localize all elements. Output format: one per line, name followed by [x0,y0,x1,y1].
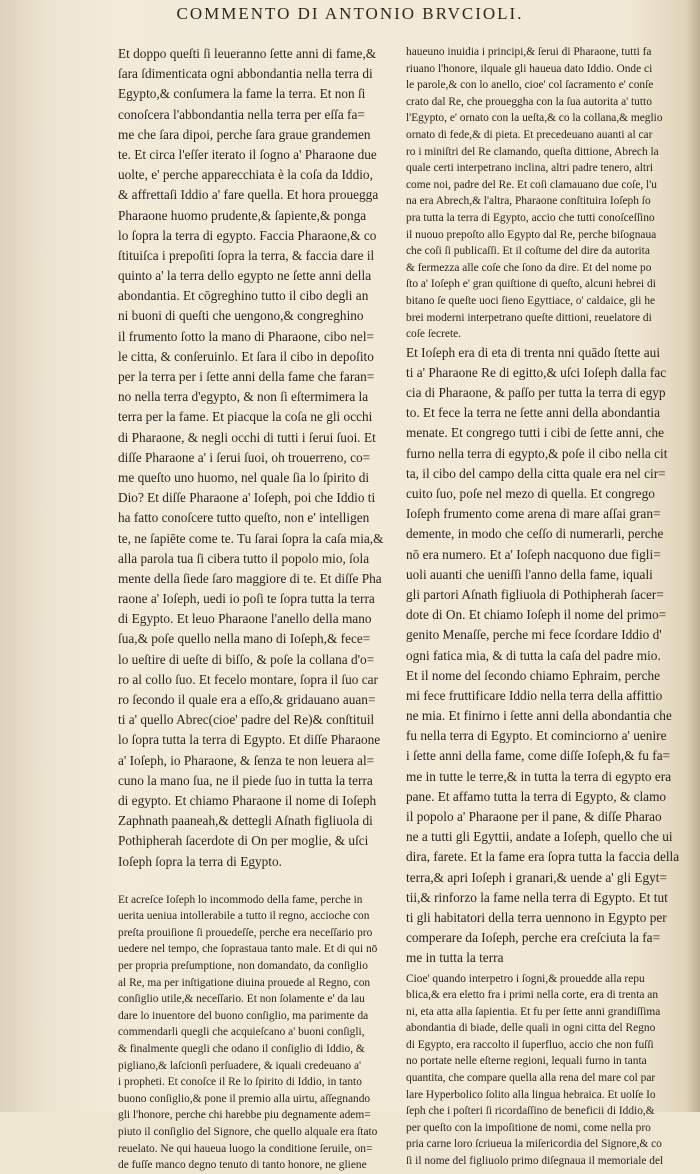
text-line: Et il nome del ſecondo chiamo Ephraim, perche [406,667,661,683]
text-line: conoſcera l'abbondantia nella terra per eſſa fa= [118,106,365,122]
text-line: cuito ſuo, poſe nel mezo di quella. Et congrego [406,486,655,501]
text-line: & affrettaſi Iddio a' fare quella. Et hora prouegga [118,187,379,203]
text-line: quantita, che compare quella alla rena del mare col par [406,1072,656,1085]
text-line: na era Abrech,& l'altra, Pharaone conſtituira Ioſeph ſo [406,195,651,208]
text-line: coſe ſecrete. [406,328,462,341]
text-line: Pothipherah ſacerdote di On per moglie, & uſci [118,833,369,849]
text-line: Cioe' quando interpetro i ſogni,& prouedde alla repu [406,972,645,985]
text-line: ti gli habitatori della terra uennono in Egypto per [406,909,667,925]
text-line: bitano ſe queſte uoci ſieno Egyttiace, o' caldaice, gli he [406,294,656,307]
text-line: me in tutte le terre,& in tutta la terra di egypto era [406,768,672,784]
text-line: ni buoni di queſti che uengono,& congreghino [118,308,364,324]
text-line: abondantia. Et cōgreghino tutto il cibo degli an [118,288,369,304]
text-line: me in tutta la terra [406,950,504,966]
text-line: blica,& era eletto fra i primi nella corte, era di trenta an [406,989,659,1002]
page-edge-shadow [686,0,700,1112]
text-line: uoli auanti che ueniſſi l'anno della fame, iquali [406,566,653,582]
text-line: pria carne loro ſcriueua la miſericordia del Signore,& co [406,1138,662,1151]
text-line: piuto il conſiglio del Signore, che quello alquale era ſtato [118,1126,378,1138]
text-line: ſua,& poſe quello nella mano di Ioſeph,& fece= [118,631,371,647]
text-line: uolte, e' perche apparecchiata è la coſa da Iddio, [118,167,373,183]
text-line: l'Egypto, e' ornato con la ueſta,& co la collana,& meglio [406,112,663,125]
text-line: riuano l'honore, ilquale gli haueua dato Iddio. Onde ci [406,62,653,75]
text-line: pra tutta la terra di Egypto, accio che tutti conoſceſſino [406,211,655,224]
text-line: uedere nel tempo, che ſoprastaua tanto male. Et di qui nō [118,943,378,956]
text-line: Egypto,& conſumera la fame la terra. Et non ſi [118,86,366,102]
text-line: mente della ſiede ſaro maggiore di te. Et diſſe Pha [118,570,382,586]
text-line: ſtituiſca i prepoſiti ſopra la terra, & faccia dare il [118,247,375,263]
text-line: quale certi interpetrano inclina, altri padre tenero, altri [406,162,653,175]
text-line: dote di On. Et chiamo Ioſeph il nome del primo= [406,607,667,623]
text-line: pigliano,& laſcionſi perſuadere, & iquali credeuano a' [118,1059,362,1072]
text-line: haueuno inuidia i principi,& ſerui di Pharaone, tutti fa [406,46,652,58]
text-line: genito Menaſſe, perche mi fece ſcordare Iddio d' [406,627,662,643]
text-line: abondantia di biade, delle quali in ogni citta del Regno [406,1022,656,1035]
right-main-text [406,343,686,969]
text-line: buono conſiglio,& pone il premio alla uirtu, aſſegnando [118,1092,371,1105]
text-line: Dio? Et diſſe Pharaone a' Ioſeph, poi che Iddio ti [118,490,376,506]
text-line: no nella terra d'egypto, & non ſi eſtermimera la [118,389,369,405]
text-line: & fermezza alle coſe che ſono da dire. Et del nome po [406,261,652,274]
text-line: uerita ueniua intollerabile a tutto il regno, accioche con [118,910,370,923]
text-line: i propheti. Et conoſce il Re lo ſpirito di Iddio, in tanto [118,1076,362,1089]
text-line: le citta, & conſeruinlo. Et ſara il cibo in depoſito [118,348,374,364]
text-line: ne mia. Et finirno i ſette anni della abondantia che [406,708,672,724]
text-line: menate. Et congrego tutti i cibi de ſette anni, che [406,425,665,441]
text-line: ro ſecondo il quale era a eſſo,& gridauano auan= [118,692,376,707]
text-line: ni, eta atta alla ſapientia. Et fu per ſette anni grandiſſima [406,1005,661,1018]
text-line: to. Et fece la terra ne ſette anni della abondantia [406,405,660,421]
text-line: di egypto. Et chiamo Pharaone il nome di Ioſeph [118,792,377,808]
right-column [406,44,686,1170]
text-line: crato dal Re, che proueggha con la ſua autorita a' tutto [406,95,652,108]
text-line: ſto a' Ioſeph e' gran quiſtione di queſto, alcuni hebrei di [406,278,656,291]
text-line: i ſette anni della fame, come diſſe Ioſeph,& fu fa= [406,748,671,764]
text-line: Ioſeph frumento come arena di mare aſſai gran= [406,506,661,522]
text-line: ro al collo ſuo. Et fecelo montare, ſopra il ſuo car [118,671,378,687]
text-line: ornato di fede,& di pieta. Et precedeuano auanti al car [406,128,653,141]
text-line: il popolo a' Pharaone per il pane, & diſſe Pharao [406,809,662,824]
text-line: a' Ioſeph, io Pharaone, & ſenza te non leuera al= [118,752,375,768]
text-line: reuelato. Ne qui haueua luogo la conditione ſeruile, on= [118,1142,373,1155]
text-line: te. Et circa l'eſſer iterato il ſogno a' Pharaone due [118,146,377,162]
text-line: me che ſara dipoi, perche ſara graue grandemen [118,126,371,142]
text-line: lare Hyperbolico ſolito alla lingua hebraica. Et uolſe Io [406,1088,656,1101]
text-line: per la terra per i ſette anni della fame che faran= [118,369,375,384]
text-line: Et Ioſeph era di eta di trenta nni quādo ſtette aui [406,344,661,360]
text-line: ogni fatica mia, & di tutta la caſa del padre mio. [406,647,661,663]
text-line: lo ſopra tutta la terra di Egypto. Et diſſe Pharaone [118,732,381,748]
column-gap [118,872,394,892]
text-line: Ioſeph ſopra la terra di Egypto. [118,853,282,869]
text-line: ſeph che i poſteri ſi ricordaſſino de beneficii di Iddio,& [406,1105,655,1118]
text-line: pane. Et affamo tutta la terra di Egypto, & clamo [406,788,667,804]
left-commentary [118,892,394,1174]
text-line: lo ſopra la terra di egypto. Faccia Pharaone,& co [118,227,377,243]
text-line: commendarli quegli che acquieſcano a' buoni conſigli, [118,1026,365,1039]
right-commentary-bottom [406,971,686,1170]
text-line: conſiglio utile,& neceſſario. Et non ſolamente e' da lau [118,993,365,1006]
text-line: nō era numero. Et a' Ioſeph nacquono due figli= [406,546,661,562]
text-line: preſta prouiſione ſi prouedeſſe, perche era neceſſario pro [118,926,373,939]
text-line: di Egypto, era raccolto il ſuperfluo, accio che non fuſſi [406,1038,654,1051]
text-line: ta, il cibo del campo della citta quale era nel cir= [406,465,666,481]
text-line: gli l'honore, perche chi harebbe piu degnamente adem= [118,1109,371,1122]
text-line: ro i miniſtri del Re clamando, queſta dittione, Abrech la [406,145,659,158]
text-line: furno nella terra di egypto,& poſe il cibo nella cit [406,445,668,461]
text-line: demente, in modo che ceſſo di numerarli, perche [406,526,664,542]
text-line: diſſe Pharaone a' i ſerui ſuoi, oh trouerreno, co= [118,449,371,465]
text-line: dare lo inuentore del buono conſiglio, ma parimente da [118,1009,369,1022]
text-line: il nuouo prepoſto allo Egypto dal Re, perche biſognaua [406,228,657,241]
text-line: mi fece fruttificare Iddio nella terra della affittio [406,687,663,703]
text-line: Et doppo queſti ſi leueranno ſette anni di fame,& [118,46,377,61]
text-line: Et acreſce Ioſeph lo incommodo della fame, perche in [118,893,363,906]
text-line: alla parola tua ſi cibera tutto il popolo mio, ſola [118,550,370,566]
text-line: raone a' Ioſeph, uedi io poſi te ſopra tutta la terra [118,591,375,607]
text-line: terra per la fame. Et piacque la coſa ne gli occhi [118,409,373,425]
text-line: ſi il nome del figliuolo primo diſegnaua il memoriale del [406,1155,664,1168]
text-line: Zaphnath paaneah,& dettegli Aſnath figliuola di [118,813,373,829]
running-header: COMMENTO DI ANTONIO BRVCIOLI. [176,4,524,23]
text-line: cia di Pharaone, & paſſo per tutta la terra di egyp [406,385,666,401]
text-line: al Re, ma per inſtigatione diuina prouede al Regno, con [118,976,371,989]
text-line: & finalmente quegli che odano il conſiglio di Iddio, & [118,1043,365,1056]
text-line: comperare da Ioſeph, perche era creſciuta la fa= [406,930,661,946]
text-line: cuno la mano ſua, ne il piede ſuo in tutta la terra [118,772,373,788]
text-line: dira, farete. Et la fame era ſopra tutta la faccia della [406,849,680,865]
text-line: di Egypto. Et leuo Pharaone l'anello della mano [118,611,372,627]
text-line: ti a' quello Abrec(cioe' padre del Re)& conſtituil [118,712,375,728]
text-line: fu nella terra di Egypto. Et cominciorno a' uenire [406,728,667,744]
left-column [118,44,394,1174]
text-line: terra,& apri Ioſeph i granari,& uende a' gli Egyt= [406,869,667,885]
text-line: che coſi ſi publicaſſi. Et il coſtume del dire da autorita [406,245,650,258]
text-line: tii,& rinforzo la fame nella terra di Egypto. Et tut [406,889,668,905]
left-main-text [118,44,394,872]
text-line: brei moderni interpetrano queſte dittioni, reuelatore di [406,311,652,324]
text-line: lo ueſtire di ueſte di biſſo, & poſe la collana d'o= [118,651,375,667]
text-line: de fuſſe manco degno tenuto di tanto honore, ne gliene [118,1159,367,1172]
text-line: ne a tutti gli Egyttii, andate a Ioſeph, quello che ui [406,829,673,845]
text-line: ſara ſdimenticata ogni abbondantia nella terra di [118,66,373,82]
text-line: ti a' Pharaone Re di egitto,& uſci Ioſeph dalla fac [406,364,667,380]
page-gutter-shadow [0,0,110,1112]
text-line: per queſto con la impoſitione de nomi, come nella pro [406,1121,651,1134]
text-line: quinto a' la terra dello egypto ne ſette anni della [118,268,372,284]
text-line: gli partori Aſnath figliuola di Pothipherah ſacer= [406,586,664,602]
right-commentary-top [406,44,686,343]
text-line: per propria preſumptione, non domandato, da conſiglio [118,960,368,973]
text-line: me queſto uno huomo, nel quale ſia lo ſpirito di [118,469,370,485]
text-line: di Pharaone, & negli occhi di tutti i ſerui ſuoi. Et [118,429,376,445]
text-line: no portate nelle eſterne regioni, lequali furno in tanta [406,1055,647,1068]
text-line: ha fatto conoſcere tutto queſto, non e' intelligen [118,510,370,526]
text-line: come noi, padre del Re. Et coſi clamauano due coſe, l'u [406,178,657,191]
text-line: il frumento ſotto la mano di Pharaone, cibo nel= [118,328,375,344]
text-line: te, ne ſapiēte come te. Tu ſarai ſopra la caſa mia,& [118,530,384,546]
text-line: le parole,& con lo anello, cioe' col ſacramento e' conſe [406,79,654,92]
text-line: Pharaone huomo prudente,& ſapiente,& ponga [118,207,367,223]
